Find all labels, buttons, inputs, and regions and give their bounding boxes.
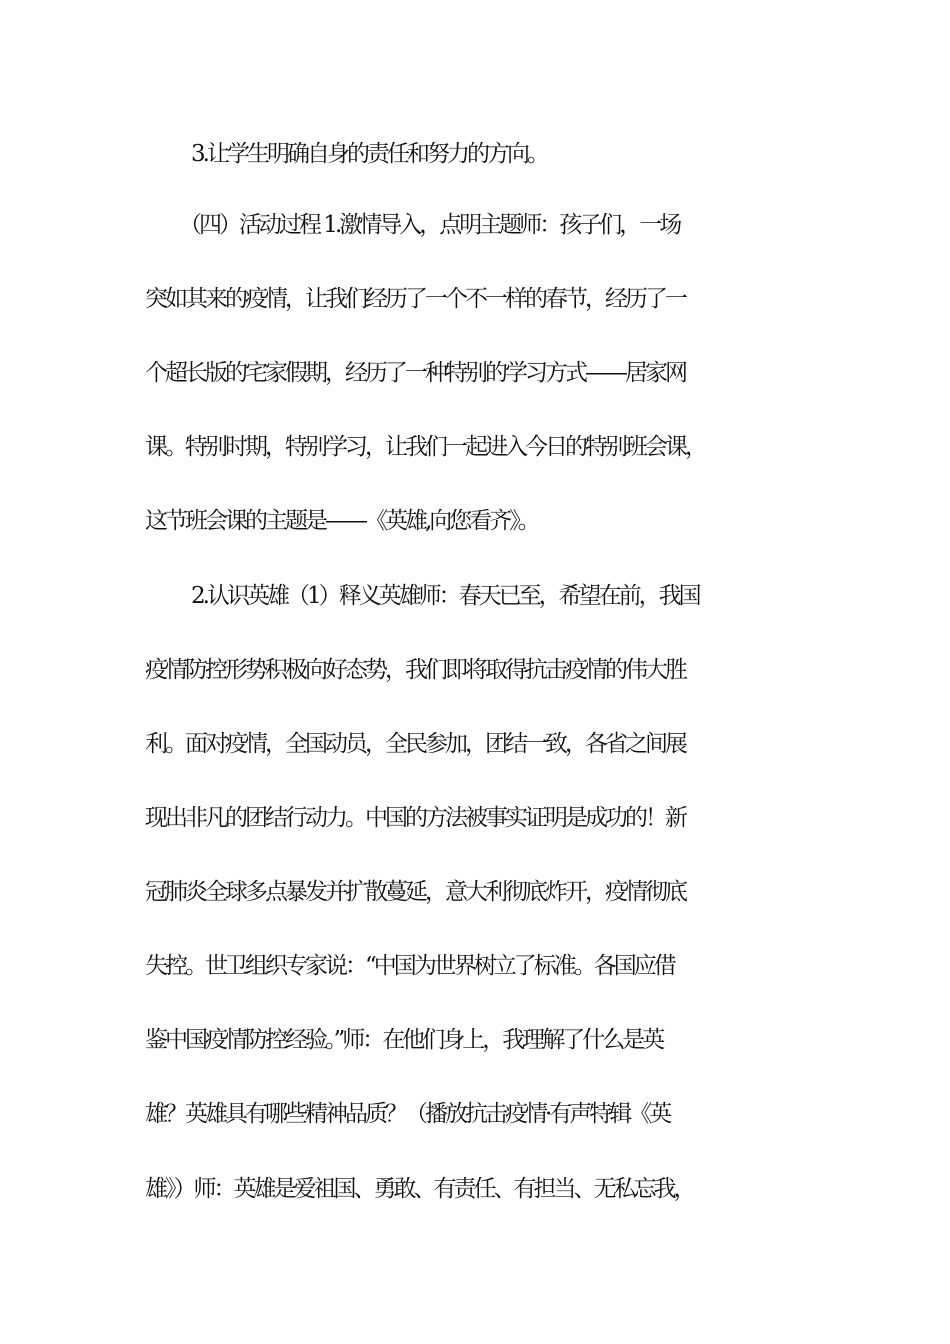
paragraph-line-15: 雄》）师：英雄是爱祖国、勇敢、有责任、有担当、无私忘我， (145, 1176, 694, 1202)
paragraph-line-3: 突如其来的疫情，让我们经历了一个不一样的春节，经历了一 (145, 286, 685, 312)
paragraph-line-14: 雄？英雄具有哪些精神品质？（播放抗击疫情·有声特辑《英 (145, 1101, 670, 1127)
paragraph-line-4: 个超长版的宅家假期，经历了一种特别的学习方式——居家网 (145, 360, 685, 386)
paragraph-line-6: 这节班会课的主题是——《英雄,向您看齐》。 (145, 508, 538, 534)
paragraph-line-2: （四）活动过程 1.激情导入，点明主题师：孩子们，一场 (179, 212, 680, 238)
paragraph-line-5: 课。特别时期，特别学习，让我们一起进入今日的特别班会课， (145, 434, 705, 460)
paragraph-line-7: 2.认识英雄（1）释义英雄师：春天已至，希望在前，我国 (191, 583, 699, 609)
paragraph-line-10: 现出非凡的团结行动力。中国的方法被事实证明是成功的！新 (145, 805, 685, 831)
paragraph-line-9: 利。面对疫情，全国动员，全民参加，团结一致，各省之间展 (145, 731, 685, 757)
paragraph-line-1: 3.让学生明确自身的责任和努力的方向。 (191, 141, 547, 167)
paragraph-line-11: 冠肺炎全球多点暴发并扩散蔓延，意大利彻底炸开，疫情彻底 (145, 879, 685, 905)
paragraph-line-13: 鉴中国疫情防控经验。”师：在他们身上，我理解了什么是英 (145, 1027, 663, 1053)
paragraph-line-12: 失控。世卫组织专家说：“中国为世界树立了标准。各国应借 (145, 953, 674, 979)
paragraph-line-8: 疫情防控形势积极向好态势，我们即将取得抗击疫情的伟大胜 (145, 657, 685, 683)
